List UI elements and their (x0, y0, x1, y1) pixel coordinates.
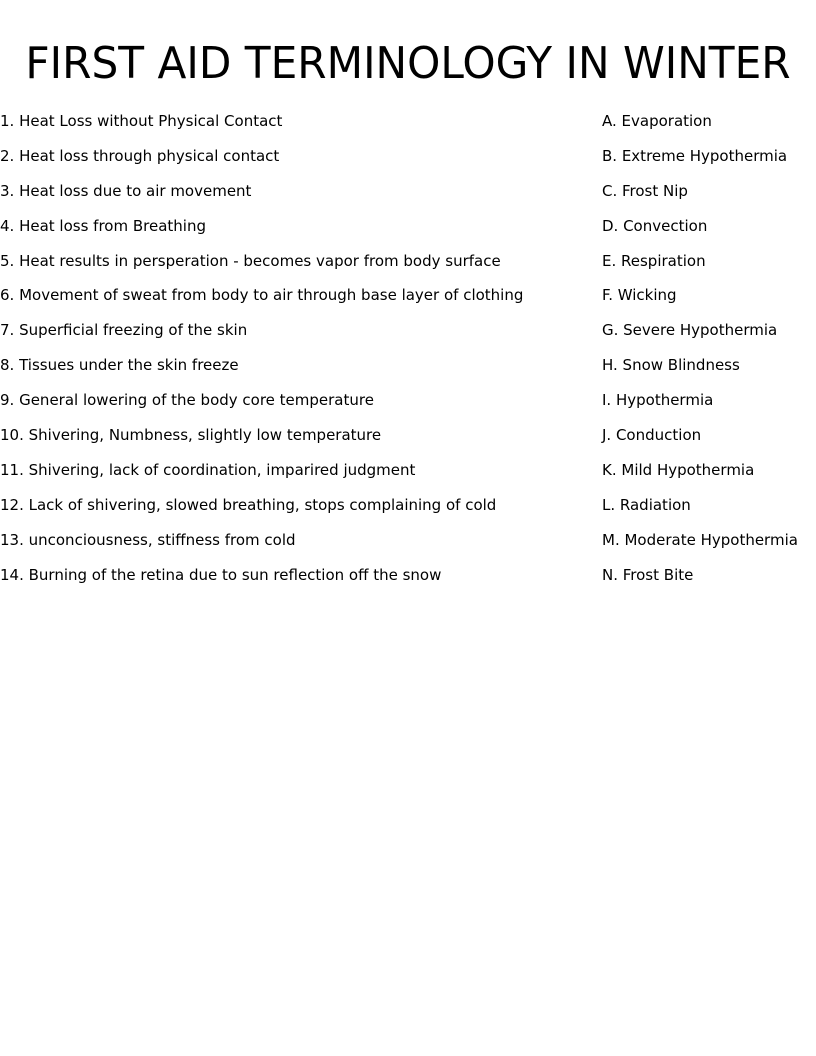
clue-item: 6. Movement of sweat from body to air through base layer of clothing (0, 286, 524, 305)
clue-item: 14. Burning of the retina due to sun reflection off the snow (0, 565, 442, 584)
clue-item: 3. Heat loss due to air movement (0, 181, 252, 200)
answer-list (602, 111, 816, 599)
answer-item: L. Radiation (602, 495, 691, 514)
answer-item: C. Frost Nip (602, 181, 688, 200)
answer-item: M. Moderate Hypothermia (602, 530, 798, 549)
answer-item: A. Evaporation (602, 112, 712, 130)
clue-item: 9. General lowering of the body core temperature (0, 391, 374, 410)
answer-item: H. Snow Blindness (602, 356, 740, 375)
answer-item: E. Respiration (602, 251, 706, 270)
clue-item: 10. Shivering, Numbness, slightly low temperature (0, 426, 382, 445)
clue-item: 13. unconciousness, stiffness from cold (0, 530, 296, 549)
answer-item: G. Severe Hypothermia (602, 321, 778, 340)
clue-item: 8. Tissues under the skin freeze (0, 356, 239, 375)
answer-item: J. Conduction (602, 426, 702, 445)
answer-item: B. Extreme Hypothermia (602, 146, 788, 165)
answer-item: K. Mild Hypothermia (602, 460, 755, 479)
clue-item: 2. Heat loss through physical contact (0, 146, 280, 165)
clue-list (0, 111, 590, 599)
answer-item: N. Frost Bite (602, 565, 694, 584)
clue-item: 11. Shivering, lack of coordination, imparired judgment (0, 460, 416, 479)
clue-item: 1. Heat Loss without Physical Contact (0, 112, 283, 130)
answer-item: I. Hypothermia (602, 391, 714, 410)
answer-item: F. Wicking (602, 286, 677, 305)
clue-item: 7. Superficial freezing of the skin (0, 321, 248, 340)
answer-item: D. Convection (602, 216, 708, 235)
clue-item: 5. Heat results in persperation - becomes vapor from body surface (0, 251, 501, 270)
worksheet-title: FIRST AID TERMINOLOGY IN WINTER (25, 38, 791, 89)
clue-item: 4. Heat loss from Breathing (0, 216, 206, 235)
clue-item: 12. Lack of shivering, slowed breathing, stops complaining of cold (0, 495, 497, 514)
